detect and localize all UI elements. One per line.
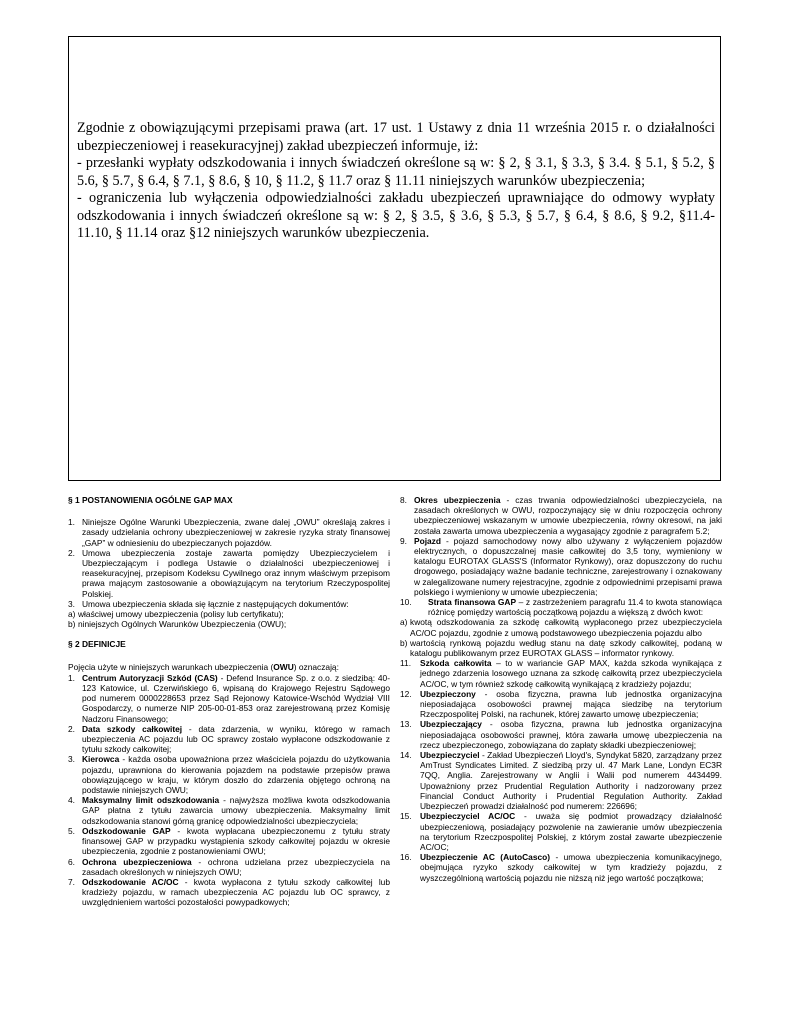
definition-text: - umowa ubezpieczenia komunikacyjnego, obejmująca ryzyko szkody całkowitej w tym kradzieży pojazdu, z wyszczególnioną wartością pojazdu nie niższą niż jego wartość początkowa;: [420, 852, 722, 883]
sub-item-text: kwotą odszkodowania za szkodę całkowitą wypłaconego przez ubezpieczyciela AC/OC pojazdu, zgodnie z umową podstawowego ubezpieczenia pojazdu albo: [410, 617, 722, 638]
notice-text: [77, 120, 715, 243]
definition-term: Szkoda całkowita: [420, 658, 492, 669]
item-text: Umowa ubezpieczenia zostaje zawarta pomiędzy Ubezpieczycielem i Ubezpieczającym i podlega Ustawie o działalności ubezpieczeniowej i reasekuracyjnej, przepisom Kodeksu Cywilnego oraz innym właściwym przepisom prawa mającym zastosowanie a obowiązującym na terytorium Rzeczypospolitej Polskiej.: [82, 547, 390, 599]
definition-term: Odszkodowanie GAP: [82, 825, 171, 836]
notice-line-2: - ograniczenia lub wyłączenia odpowiedzialności zakładu ubezpieczeń uprawniające do odmowy wypłaty odszkodowania i innych świadczeń określone są w: § 2, § 3.5, § 3.6, § 5.3, § 5.7, § 6.4, § 8.6, § 9.2, §11.4-11.10, § 11.14 oraz §12 niniejszych warunków ubezpieczenia.: [77, 190, 715, 241]
definition-item: [68, 795, 390, 826]
item-text: Umowa ubezpieczenia składa się łącznie z następujących dokumentów:: [82, 598, 349, 609]
definition-term: Ubezpieczyciel AC/OC: [420, 811, 516, 822]
item-number: 9.: [400, 535, 407, 546]
definitions-list-right: [400, 495, 722, 883]
sub-item: [68, 609, 390, 619]
definition-item: [400, 597, 722, 617]
definition-item: [400, 852, 722, 883]
list-item: [68, 599, 390, 609]
sub-item-letter: b): [400, 637, 408, 648]
definition-term: Strata finansowa GAP: [428, 597, 517, 608]
sub-item: [400, 638, 722, 658]
intro-abbreviation: OWU: [273, 661, 294, 672]
sub-item-letter: a): [400, 617, 408, 628]
item-number: 4.: [68, 795, 75, 806]
definition-term: Ubezpieczony: [420, 688, 476, 699]
sub-item-letter: b): [68, 619, 76, 630]
intro-text-end: ) oznaczają:: [293, 661, 339, 672]
definition-item: [68, 857, 390, 877]
sub-item-text: niniejszych Ogólnych Warunków Ubezpieczenia (OWU);: [78, 619, 287, 630]
item-number: 1.: [68, 517, 75, 528]
definition-text: – to w wariancie GAP MAX, każda szkoda wynikająca z jednego zdarzenia losowego uznana za szkodę całkowitą przez ubezpieczyciela AC/OC, w tym również szkodę całkowitą wynikającą z kradzieży pojazdu;: [420, 658, 722, 689]
definition-item: [400, 495, 722, 536]
definition-text: - Defend Insurance Sp. z o.o. z siedzibą: 40-123 Katowice, ul. Czerwińskiego 6, wpisaną do Krajowego Rejestru Sądowego pod numerem 0000228653 przez Sąd Rejonowy Katowice-Wschód Wydział VIII Gospodarczy, o numerze NIP 205-00-01-853 oraz zarejestrowaną przez Komisję Nadzoru Finansowego;: [82, 672, 391, 724]
definition-text: - kwota wypłacana ubezpieczonemu z tytułu straty finansowej GAP w przypadku wystąpienia szkody całkowitej pojazdu w okresie ubezpieczenia, zgodnie z postanowieniami OWU;: [82, 825, 390, 857]
definition-item: [68, 826, 390, 857]
item-number: 5.: [68, 825, 75, 836]
definition-text: - ochrona udzielana przez ubezpieczyciela na zasadach określonych w niniejszych OWU;: [82, 856, 390, 877]
sub-item-text: właściwej umowy ubezpieczenia (polisy lub certyfikatu);: [78, 609, 284, 620]
section-2-heading: § 2 DEFINICJE: [68, 639, 126, 650]
sub-item-text: wartością rynkową pojazdu według stanu na datę szkody całkowitej, podaną w katalogu publikowanym przez EUROTAX GLASS – informator rynkowy.: [410, 637, 722, 659]
definition-item: [68, 673, 390, 724]
list-item: [68, 517, 390, 548]
notice-box: [68, 36, 721, 481]
item-text: Niniejsze Ogólne Warunki Ubezpieczenia, zwane dalej „OWU” określają zakres i zasady udzielania ochrony ubezpieczeniowej w zakresie ryzyka straty finansowej „GAP” w odniesieniu do ubezpieczanych pojazdów.: [82, 517, 390, 548]
definition-item: [400, 658, 722, 689]
definition-term: Maksymalny limit odszkodowania: [82, 795, 220, 806]
definition-item: [400, 689, 722, 720]
item-number: 1.: [68, 672, 75, 683]
definition-text: - czas trwania odpowiedzialności ubezpieczyciela, na zasadach określonych w OWU, rozpoczynający się w dniu rozpoczęcia ochrony ubezpieczeniowej wskazanym w umowie ubezpieczenia, równy okresowi, na jaki została zawarta umowa ubezpieczenia a wygasający zgodnie z paragrafem 5.2;: [414, 495, 722, 536]
sub-item-letter: a): [68, 609, 76, 620]
definition-term: Pojazd: [414, 535, 441, 546]
definition-text: – z zastrzeżeniem paragrafu 11.4 to kwota stanowiąca różnicę pomiędzy wartością początkową pojazdu a większą z dwóch kwot:: [428, 597, 722, 618]
definition-text: - pojazd samochodowy nowy albo używany z wyłączeniem pojazdów elektrycznych, o dopuszczalnej masie całkowitej do 3,5 tony, wymieniony w katalogu EUROTAX GLASS'S (Informator Rynkowy), oraz dopuszczony do ruchu drogowego, posiadający ważne badanie techniczne, zarejestrowany i oznakowany w zalegalizowane numery rejestracyjne, zgodnie z odpowiednimi przepisami prawa polskiego i wymieniony w umowie ubezpieczenia;: [414, 535, 722, 597]
definition-item: [68, 724, 390, 755]
definition-text: - data zdarzenia, w wyniku, którego w ramach ubezpieczenia AC pojazdu lub OC sprawcy zostało wypłacone odszkodowanie z tytułu szkody całkowitej;: [82, 723, 390, 755]
right-column: [400, 495, 722, 883]
definition-term: Ubezpieczenie AC (AutoCasco): [420, 852, 551, 863]
definitions-list-left: [68, 673, 390, 908]
definition-item: [400, 750, 722, 811]
left-column: [68, 495, 390, 908]
definition-item: [400, 536, 722, 597]
definition-term: Ochrona ubezpieczeniowa: [82, 856, 192, 867]
item-number: 3.: [68, 754, 75, 765]
item-number: 14.: [400, 750, 412, 761]
sub-item: [400, 617, 722, 637]
intro-text: Pojęcia użyte w niniejszych warunkach ubezpieczenia (: [68, 661, 274, 672]
definition-item: [400, 719, 722, 750]
item-number: 13.: [400, 719, 412, 730]
definition-text: - osoba fizyczna, prawna lub jednostka organizacyjna nieposiadająca osobowości prawnej, która zawarła umowę ubezpieczenia na rzecz ubezpieczonego, zobowiązana do zapłaty składki ubezpieczeniowej;: [420, 719, 722, 750]
definition-item: [68, 877, 390, 908]
definition-text: - Zakład Ubezpieczeń Lloyd's, Syndykat 5820, zarządzany przez AmTrust Syndicates Limited. Z siedzibą przy ul. 47 Mark Lane, Londyn EC3R 7QQ, Anglia. Zarejestrowany w Anglii i Walii pod numerem 4434499. Upoważniony przez Prudential Regulation Authority i nadzorowany przez Financial Conduct Authority i Prudential Regulation Authority. Zakład Ubezpieczeń prowadzi działalność pod numerem: 226696;: [420, 750, 722, 812]
definition-item: [400, 811, 722, 852]
item-number: 2.: [68, 547, 75, 558]
list-item: [68, 548, 390, 599]
definition-term: Data szkody całkowitej: [82, 723, 183, 734]
definition-term: Ubezpieczyciel: [420, 750, 480, 761]
item-number: 16.: [400, 852, 412, 863]
definition-term: Okres ubezpieczenia: [414, 495, 501, 505]
definition-item: [68, 754, 390, 795]
definition-text: - kwota wypłacona z tytułu szkody całkowitej lub kradzieży pojazdu, w ramach ubezpieczenia AC pojazdu lub OC sprawcy, z uwzględnieniem wartości pozostałości powypadkowych;: [82, 876, 390, 908]
sub-item: [68, 619, 390, 629]
section-2-intro: [68, 662, 390, 672]
item-number: 15.: [400, 811, 412, 822]
definition-text: - osoba fizyczna, prawna lub jednostka organizacyjna nieposiadająca osobowości prawnej mająca siedzibę na terytorium Rzeczpospolitej Polski, na rachunek, której zawarto umowę ubezpieczenia;: [420, 688, 722, 720]
definition-term: Kierowca: [82, 754, 120, 765]
item-number: 10.: [400, 597, 412, 608]
item-number: 2.: [68, 723, 75, 734]
notice-intro: Zgodnie z obowiązującymi przepisami prawa (art. 17 ust. 1 Ustawy z dnia 11 września 2015 r. o działalności ubezpieczeniowej i reasekuracyjnej) zakład ubezpieczeń informuje, iż:: [77, 120, 715, 154]
item-number: 8.: [400, 495, 407, 505]
item-number: 11.: [400, 658, 412, 669]
item-number: 12.: [400, 688, 412, 699]
section-1-heading: § 1 POSTANOWIENIA OGÓLNE GAP MAX: [68, 495, 233, 505]
definition-text: - każda osoba upoważniona przez właściciela pojazdu do użytkowania pojazdu, uprawniona do kierowania pojazdem na podstawie przepisów prawa obowiązującego w kraju, w którym doszło do zdarzenia objętego ochroną na podstawie niniejszych OWU;: [82, 754, 390, 796]
definition-term: Odszkodowanie AC/OC: [82, 876, 179, 887]
definition-text: - uważa się podmiot prowadzący działalność ubezpieczeniową, posiadający pozwolenie na zawieranie umów ubezpieczenia na terytorium Rzeczpospolitej Polskiej, z którym został zawarte ubezpieczenie AC/OC;: [420, 811, 722, 852]
item-number: 6.: [68, 856, 75, 867]
definition-term: Centrum Autoryzacji Szkód (CAS): [82, 672, 218, 683]
section-1-list: [68, 517, 390, 629]
notice-line-1: - przesłanki wypłaty odszkodowania i innych świadczeń określone są w: § 2, § 3.1, § 3.3, § 3.4. § 5.1, § 5.2, § 5.6, § 5.7, § 6.4, § 7.1, § 8.6, § 10, § 11.2, § 11.7 oraz § 11.11 niniejszych warunków ubezpieczenia;: [77, 155, 715, 189]
item-number: 7.: [68, 876, 75, 887]
item-number: 3.: [68, 598, 75, 609]
definition-term: Ubezpieczający: [420, 719, 482, 730]
definition-text: - najwyższa możliwa kwota odszkodowania GAP płatna z tytułu zawarcia umowy ubezpieczenia. Maksymalny limit odszkodowania stanowi górną granicę odpowiedzialności ubezpieczyciela;: [82, 795, 390, 826]
